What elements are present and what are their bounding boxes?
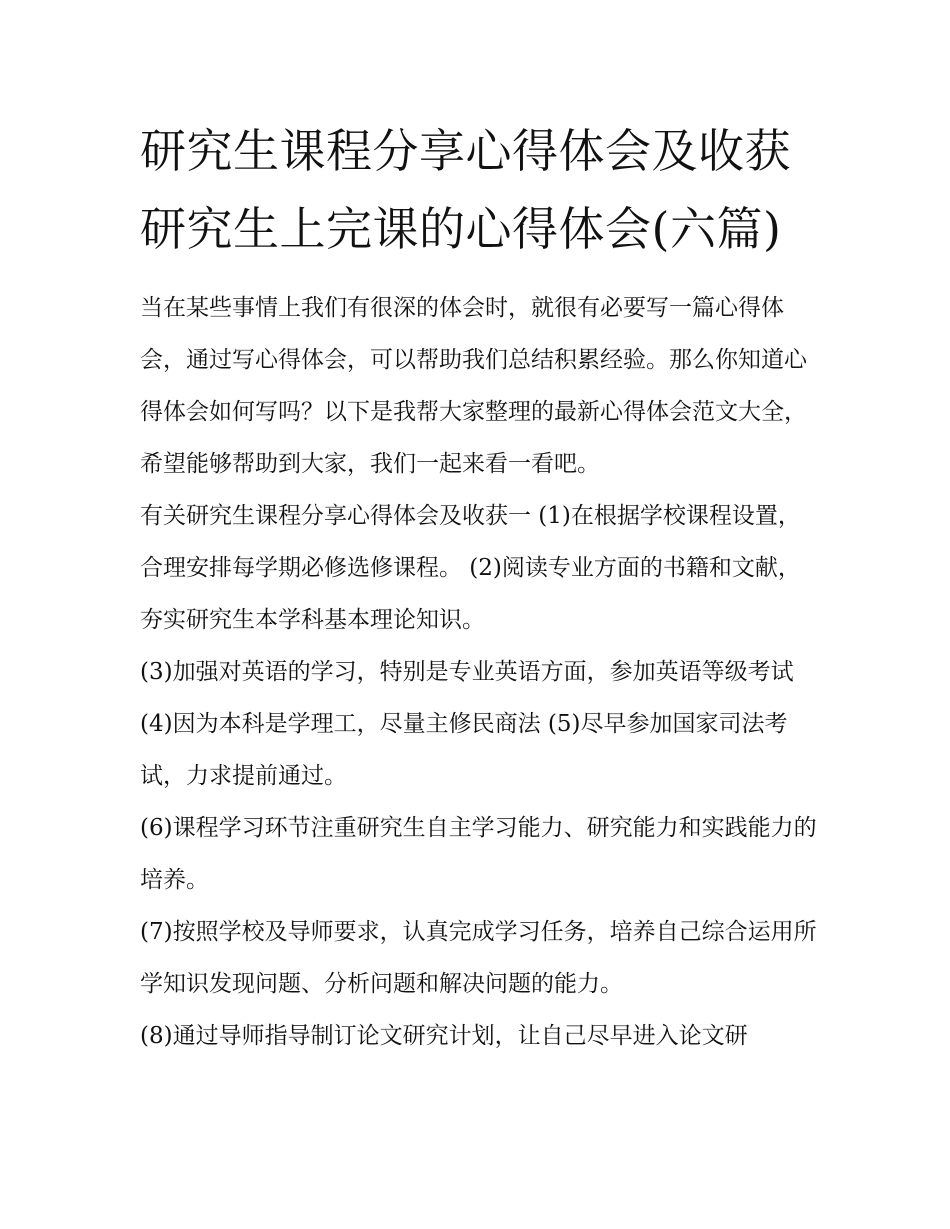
document-title: 研究生课程分享心得体会及收获 研究生上完课的心得体会(六篇) — [140, 124, 791, 256]
document-page — [140, 112, 820, 1062]
item-6-paragraph: (6)课程学习环节注重研究生自主学习能力、研究能力和实践能力的培养。 — [140, 815, 817, 893]
intro-paragraph: 当在某些事情上我们有很深的体会时，就很有必要写一篇心得体会，通过写心得体会，可以帮助我们总结积累经验。那么你知道心得体会如何写吗？以下是我帮大家整理的最新心得体会范文大全，希望能够帮助到大家，我们一起来看一看吧。 — [140, 295, 807, 477]
item-3-paragraph: (3)加强对英语的学习，特别是专业英语方面，参加英语等级考试 (4)因为本科是学理工，尽量主修民商法 (5)尽早参加国家司法考试，力求提前通过。 — [140, 659, 794, 789]
item-7-paragraph: (7)按照学校及导师要求，认真完成学习任务，培养自己综合运用所学知识发现问题、分析问题和解决问题的能力。 — [140, 919, 817, 997]
section-one-paragraph: 有关研究生课程分享心得体会及收获一 (1)在根据学校课程设置，合理安排每学期必修选修课程。 (2)阅读专业方面的书籍和文献，夯实研究生本学科基本理论知识。 — [140, 503, 801, 633]
item-8-paragraph: (8)通过导师指导制订论文研究计划，让自己尽早进入论文研 — [140, 1023, 748, 1049]
